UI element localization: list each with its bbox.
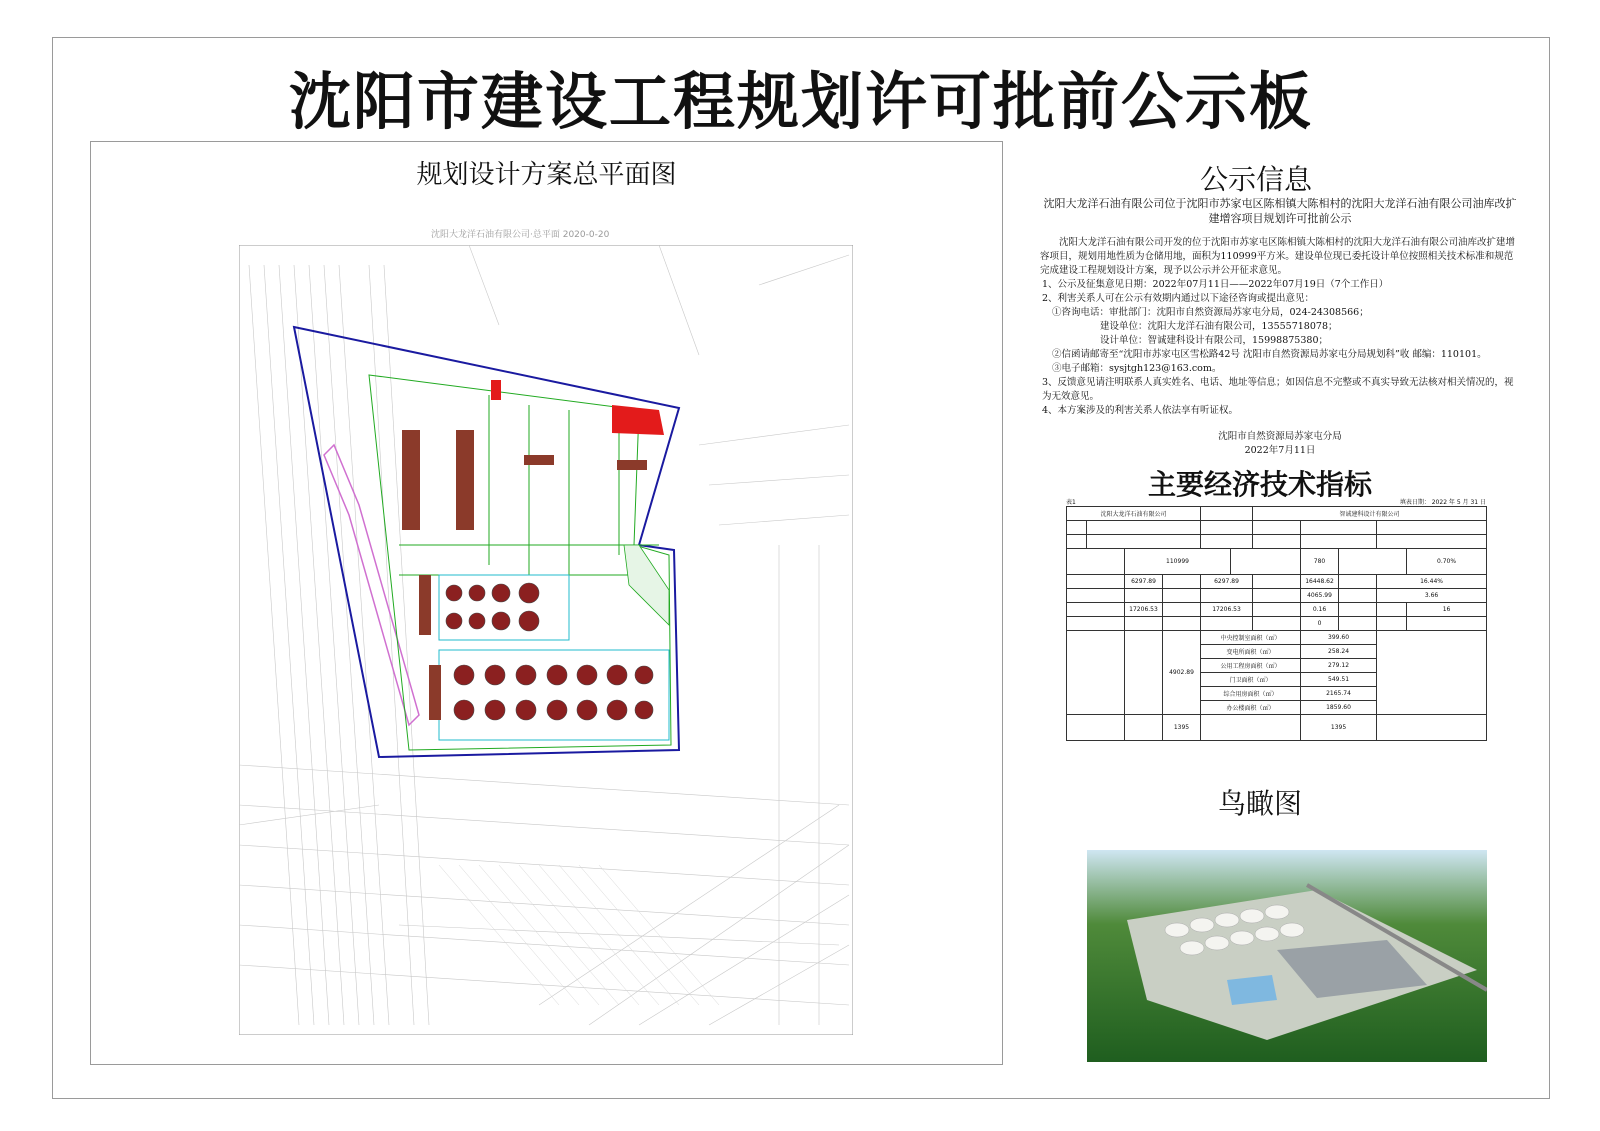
table-cell: 中央控制室面积（㎡） [1201,631,1301,645]
table-row [1067,521,1487,535]
table-cell: 110999 [1125,549,1231,575]
notice-line: 1、公示及征集意见日期：2022年07月11日——2022年07月19日（7个工作日） [1042,279,1389,290]
pump-house-2 [429,665,441,720]
small-building-2 [617,460,647,470]
birdseye-pool [1227,975,1277,1005]
table-cell: 16448.62 [1301,575,1339,589]
table-cell: 4902.89 [1163,631,1201,715]
table-row [1067,575,1487,589]
table-cell: 综合用房面积（㎡） [1201,687,1301,701]
table-cell: 办公楼面积（㎡） [1201,701,1301,715]
warehouse-building-1 [402,430,420,530]
warehouse-building-2 [456,430,474,530]
notice-signature: 沈阳市自然资源局苏家屯分局 [1218,431,1342,442]
table-cell: 智诚建科设计有限公司 [1253,507,1487,521]
notice-line: 设计单位：智诚建科设计有限公司，15998875380； [1100,335,1328,346]
notice-line: ①咨询电话：审批部门：沈阳市自然资源局苏家屯分局，024-24308566； [1052,307,1369,318]
table-cell: 3.66 [1377,589,1487,603]
table-cell: 门卫面积（㎡） [1201,673,1301,687]
table-row [1067,715,1487,741]
birdseye-title: 鸟瞰图 [1217,787,1302,820]
table-cell: 2165.74 [1301,687,1377,701]
notice-line: ③电子邮箱：sysjtgh123@163.com。 [1052,363,1222,374]
birdseye-rendering [1087,850,1487,1062]
table-cell: 公用工程房面积（㎡） [1201,659,1301,673]
notice-body [1040,196,1520,458]
notice-line: 2、利害关系人可在公示有效期内通过以下途径咨询或提出意见： [1042,293,1315,304]
table-cell: 279.12 [1301,659,1377,673]
table-cell: 399.60 [1301,631,1377,645]
page-title: 沈阳市建设工程规划许可批前公示板 [288,65,1313,138]
notice-intro: 沈阳大龙洋石油有限公司开发的位于沈阳市苏家屯区陈相镇大陈相村的沈阳大龙洋石油有限公司油库改扩建增容项目，规划用地性质为仓储用地，面积为110999平方米。建设单位现已委托设计单位按照相关技术标准和规范完成建设工程规划设计方案，现予以公示并公开征求意见。 [1040,237,1516,276]
table-cell: 4065.99 [1301,589,1339,603]
table-cell: 0 [1301,617,1339,631]
drawing-caption: 沈阳大龙洋石油有限公司·总平面 2020-0-20 [431,230,610,240]
notice-heading: 沈阳大龙洋石油有限公司位于沈阳市苏家屯区陈相镇大陈相村的沈阳大龙洋石油有限公司油库改扩建增容项目规划许可批前公示 [1043,197,1517,225]
indices-table-wrap [1066,497,1486,741]
table-row [1067,617,1487,631]
highlight-building-1 [491,380,501,400]
table-row [1067,507,1487,521]
table-row [1067,631,1487,645]
small-building-1 [524,455,554,465]
table-cell: 0.16 [1301,603,1339,617]
table-cell: 780 [1301,549,1339,575]
table-cell: 变电所面积（㎡） [1201,645,1301,659]
table-cell: 16.44% [1377,575,1487,589]
table-cell: 6297.89 [1201,575,1253,589]
table-cell: 1395 [1163,715,1201,741]
site-plan-title: 规划设计方案总平面图 [416,160,677,190]
table-row [1067,549,1487,575]
notice-line: ②信函请邮寄至“沈阳市苏家屯区雪松路42号 沈阳市自然资源局苏家屯分局规划科”收 邮编：110101。 [1052,349,1487,360]
site-plan-panel [90,141,1003,1065]
indices-title: 主要经济技术指标 [1147,468,1372,501]
indices-table [1066,506,1487,741]
pump-house-1 [419,575,431,635]
table-cell: 沈阳大龙洋石油有限公司 [1067,507,1201,521]
table-cell: 549.51 [1301,673,1377,687]
table-fill-date: 填表日期： 2022 年 5 月 31 日 [1399,499,1486,506]
notice-line: 建设单位：沈阳大龙洋石油有限公司，13555718078； [1100,321,1338,332]
table-cell: 1859.60 [1301,701,1377,715]
notice-title: 公示信息 [1200,163,1313,196]
notice-line: 4、本方案涉及的利害关系人依法享有听证权。 [1042,405,1239,416]
table-row [1067,603,1487,617]
table-row [1067,589,1487,603]
table-cell: 17206.53 [1201,603,1253,617]
site-plan-drawing [239,245,853,1035]
table-cell: 0.70% [1407,549,1487,575]
table-number: 表1 [1066,499,1076,506]
table-cell: 16 [1407,603,1487,617]
table-cell: 258.24 [1301,645,1377,659]
table-row [1067,535,1487,549]
table-cell: 17206.53 [1125,603,1163,617]
notice-date: 2022年7月11日 [1244,445,1316,456]
table-cell: 1395 [1301,715,1377,741]
table-cell: 6297.89 [1125,575,1163,589]
notice-line: 3、反馈意见请注明联系人真实姓名、电话、地址等信息；如因信息不完整或不真实导致无法核对相关情况的，视为无效意见。 [1042,377,1514,402]
